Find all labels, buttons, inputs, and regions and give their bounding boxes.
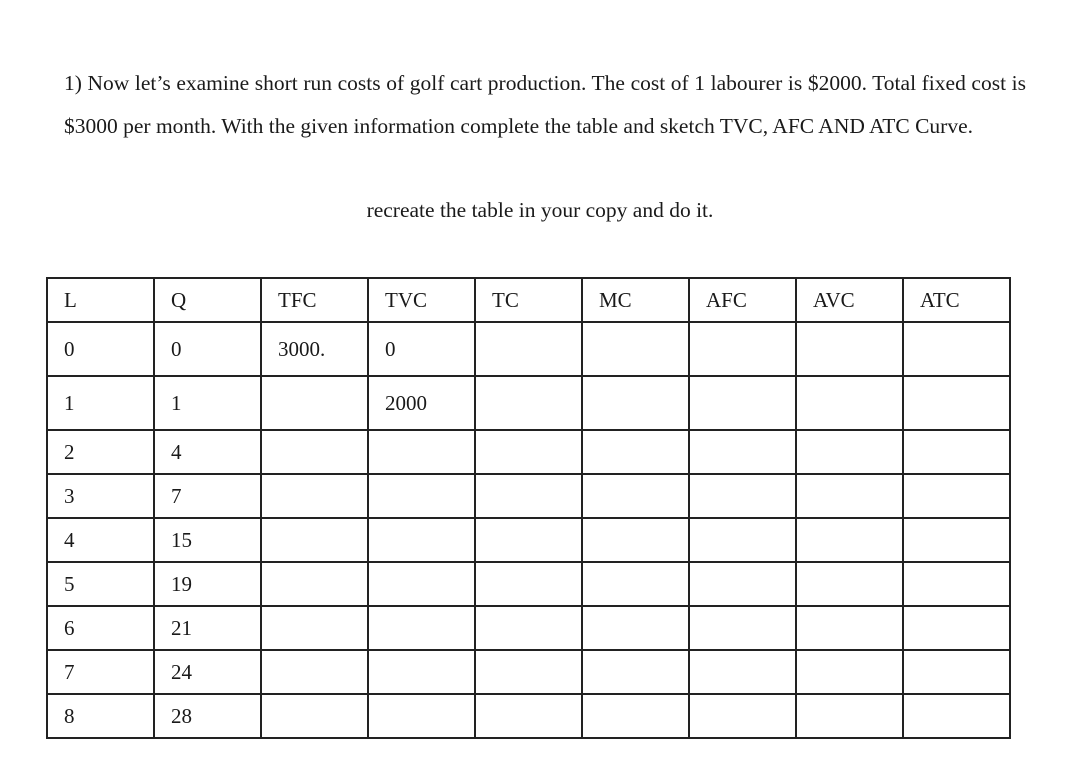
cell-avc bbox=[796, 518, 903, 562]
table-body bbox=[47, 322, 1010, 738]
header-afc: AFC bbox=[689, 278, 796, 322]
cell-tvc bbox=[368, 650, 475, 694]
cell-q: 1 bbox=[154, 376, 261, 430]
cell-afc bbox=[689, 430, 796, 474]
header-l: L bbox=[47, 278, 154, 322]
cell-tfc bbox=[261, 606, 368, 650]
cell-q: 28 bbox=[154, 694, 261, 738]
table-row bbox=[47, 650, 1010, 694]
cell-mc bbox=[582, 650, 689, 694]
header-avc: AVC bbox=[796, 278, 903, 322]
cell-mc bbox=[582, 606, 689, 650]
cell-tc bbox=[475, 518, 582, 562]
header-atc: ATC bbox=[903, 278, 1010, 322]
header-q: Q bbox=[154, 278, 261, 322]
cell-tfc bbox=[261, 430, 368, 474]
cell-atc bbox=[903, 518, 1010, 562]
table-row bbox=[47, 606, 1010, 650]
cell-tc bbox=[475, 322, 582, 376]
cell-tfc bbox=[261, 650, 368, 694]
cell-tfc: 3000. bbox=[261, 322, 368, 376]
cell-mc bbox=[582, 322, 689, 376]
cell-afc bbox=[689, 474, 796, 518]
cell-tvc bbox=[368, 474, 475, 518]
cell-tfc bbox=[261, 562, 368, 606]
cell-afc bbox=[689, 376, 796, 430]
cell-tvc bbox=[368, 694, 475, 738]
cell-tc bbox=[475, 474, 582, 518]
cell-tfc bbox=[261, 694, 368, 738]
cell-afc bbox=[689, 518, 796, 562]
cell-mc bbox=[582, 376, 689, 430]
header-mc: MC bbox=[582, 278, 689, 322]
cell-avc bbox=[796, 562, 903, 606]
cell-tfc bbox=[261, 518, 368, 562]
cell-atc bbox=[903, 322, 1010, 376]
cell-tvc bbox=[368, 606, 475, 650]
cell-l: 8 bbox=[47, 694, 154, 738]
cell-mc bbox=[582, 518, 689, 562]
cell-avc bbox=[796, 650, 903, 694]
cell-atc bbox=[903, 606, 1010, 650]
table-row bbox=[47, 518, 1010, 562]
cell-afc bbox=[689, 694, 796, 738]
cell-l: 2 bbox=[47, 430, 154, 474]
cell-avc bbox=[796, 606, 903, 650]
cell-l: 7 bbox=[47, 650, 154, 694]
header-tc: TC bbox=[475, 278, 582, 322]
cell-tvc bbox=[368, 430, 475, 474]
cell-avc bbox=[796, 376, 903, 430]
cell-q: 21 bbox=[154, 606, 261, 650]
cell-atc bbox=[903, 474, 1010, 518]
cell-afc bbox=[689, 650, 796, 694]
cell-tfc bbox=[261, 474, 368, 518]
table-header-row bbox=[47, 278, 1010, 322]
cell-l: 4 bbox=[47, 518, 154, 562]
cell-q: 7 bbox=[154, 474, 261, 518]
table-row bbox=[47, 376, 1010, 430]
cell-tc bbox=[475, 376, 582, 430]
cell-afc bbox=[689, 606, 796, 650]
header-tfc: TFC bbox=[261, 278, 368, 322]
cell-afc bbox=[689, 322, 796, 376]
cell-tc bbox=[475, 430, 582, 474]
cell-q: 24 bbox=[154, 650, 261, 694]
cell-atc bbox=[903, 650, 1010, 694]
table-row bbox=[47, 322, 1010, 376]
cell-q: 15 bbox=[154, 518, 261, 562]
table-row bbox=[47, 562, 1010, 606]
cell-tvc: 0 bbox=[368, 322, 475, 376]
cell-l: 3 bbox=[47, 474, 154, 518]
cell-mc bbox=[582, 562, 689, 606]
table-row bbox=[47, 430, 1010, 474]
cell-tc bbox=[475, 650, 582, 694]
question-text: 1) Now let’s examine short run costs of golf cart production. The cost of 1 labourer is $2000. Total fixed cost is $3000 per month. With the given information complete the table and sketch TVC, AFC AND ATC Curve. bbox=[64, 71, 1026, 138]
table-row bbox=[47, 694, 1010, 738]
cell-q: 19 bbox=[154, 562, 261, 606]
cell-q: 4 bbox=[154, 430, 261, 474]
cell-avc bbox=[796, 694, 903, 738]
cell-atc bbox=[903, 562, 1010, 606]
cell-tvc bbox=[368, 562, 475, 606]
table-row bbox=[47, 474, 1010, 518]
cell-q: 0 bbox=[154, 322, 261, 376]
cell-avc bbox=[796, 430, 903, 474]
cell-tvc bbox=[368, 518, 475, 562]
cell-mc bbox=[582, 474, 689, 518]
cell-tc bbox=[475, 606, 582, 650]
cell-l: 0 bbox=[47, 322, 154, 376]
cell-tfc bbox=[261, 376, 368, 430]
cell-tc bbox=[475, 562, 582, 606]
cell-mc bbox=[582, 694, 689, 738]
cell-atc bbox=[903, 376, 1010, 430]
cell-avc bbox=[796, 322, 903, 376]
cell-atc bbox=[903, 694, 1010, 738]
cell-tvc: 2000 bbox=[368, 376, 475, 430]
cost-table bbox=[46, 277, 1011, 739]
cell-avc bbox=[796, 474, 903, 518]
cell-tc bbox=[475, 694, 582, 738]
cell-afc bbox=[689, 562, 796, 606]
cell-l: 1 bbox=[47, 376, 154, 430]
instruction-text: recreate the table in your copy and do it. bbox=[366, 198, 714, 222]
cell-l: 5 bbox=[47, 562, 154, 606]
header-tvc: TVC bbox=[368, 278, 475, 322]
cell-mc bbox=[582, 430, 689, 474]
cell-atc bbox=[903, 430, 1010, 474]
cell-l: 6 bbox=[47, 606, 154, 650]
